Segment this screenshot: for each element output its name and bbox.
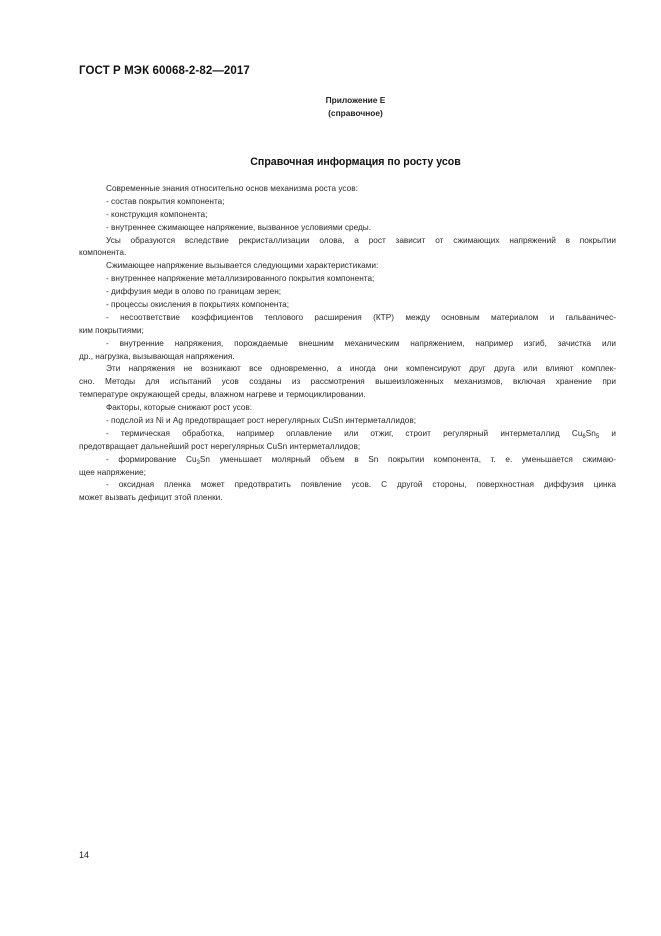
section-title: Справочная информация по росту усов xyxy=(250,156,461,168)
paragraph-line: компонента. xyxy=(79,248,127,258)
element-symbol: Sn xyxy=(585,428,596,438)
list-item: - конструкция компонента; xyxy=(106,209,208,219)
list-item: - процессы окисления в покрытиях компонента; xyxy=(106,300,290,310)
standard-code-header: ГОСТ Р МЭК 60068-2-82—2017 xyxy=(79,65,250,77)
paragraph-line: Факторы, которые снижают рост усов: xyxy=(106,403,253,413)
paragraph-line: ким покрытиями; xyxy=(79,325,144,335)
list-item-text: - термическая обработка, например оплавление или отжиг, строит регулярный интерметаллид xyxy=(106,428,560,438)
list-item xyxy=(79,454,616,467)
page-number: 14 xyxy=(79,850,90,860)
list-item: - диффузия меди в олово по границам зерен; xyxy=(106,287,282,297)
paragraph-line: Сжимающее напряжение вызывается следующими характеристиками: xyxy=(106,261,379,271)
subscript: 5 xyxy=(595,433,600,440)
appendix-title: Приложение Е xyxy=(325,95,386,105)
list-item-text: - формирование Cu xyxy=(106,454,197,464)
paragraph-line: Усы образуются вследствие рекристаллизации олова, а рост зависит от сжимающих напряжений в покрытии xyxy=(106,235,616,245)
subscript: 3 xyxy=(196,459,200,466)
paragraph-line: сно. Методы для испытаний усов созданы из рассмотрения вышеизложенных механизмов, включая хранение при xyxy=(79,377,616,387)
list-item: - подслой из Ni и Ag предотвращает рост нерегулярных CuSn интерметаллидов; xyxy=(106,416,417,426)
paragraph-line: Современные знания относительно основ механизма роста усов: xyxy=(106,184,358,193)
list-item xyxy=(79,428,616,441)
body-text xyxy=(79,183,616,505)
paragraph-line: предотвращает дальнейший рост нерегулярных CuSn интерметаллидов; xyxy=(79,441,361,451)
list-item: - внутреннее сжимающее напряжение, вызванное условиями среды. xyxy=(106,222,372,232)
list-item-text: Sn уменьшает молярный объем в Sn покрытии компонента, т. е. уменьшается сжимаю- xyxy=(199,454,616,464)
element-symbol: Cu xyxy=(571,428,583,438)
paragraph-line: щее напряжение; xyxy=(79,467,146,477)
subscript: 6 xyxy=(582,433,586,440)
paragraph-line: др., нагрузка, вызывающая напряжения. xyxy=(79,351,235,361)
paragraph-line: температуре окружающей среды, влажном нагреве и термоциклировании. xyxy=(79,390,366,400)
list-item: - несоответствие коэффициентов теплового расширения (КТР) между основным материалом и гальваничес- xyxy=(106,312,616,322)
paragraph-line: может вызвать дефицит этой пленки. xyxy=(79,493,223,503)
list-item: - оксидная пленка может предотвратить появление усов. С другой стороны, поверхностная диффузия цинка xyxy=(106,480,616,490)
paragraph-line: Эти напряжения не возникают все одновременно, а иногда они компенсируют друг друга или влияют комплек- xyxy=(106,364,616,374)
list-item: - состав покрытия компонента; xyxy=(106,196,225,206)
conjunction: и xyxy=(611,428,616,438)
list-item: - внутреннее напряжение металлизированного покрытия компонента; xyxy=(106,274,375,284)
list-item: - внутренние напряжения, порождаемые внешним механическим напряжением, например изгиб, зачистка или xyxy=(106,338,616,348)
appendix-type: (справочное) xyxy=(328,108,383,118)
formula xyxy=(572,429,599,438)
